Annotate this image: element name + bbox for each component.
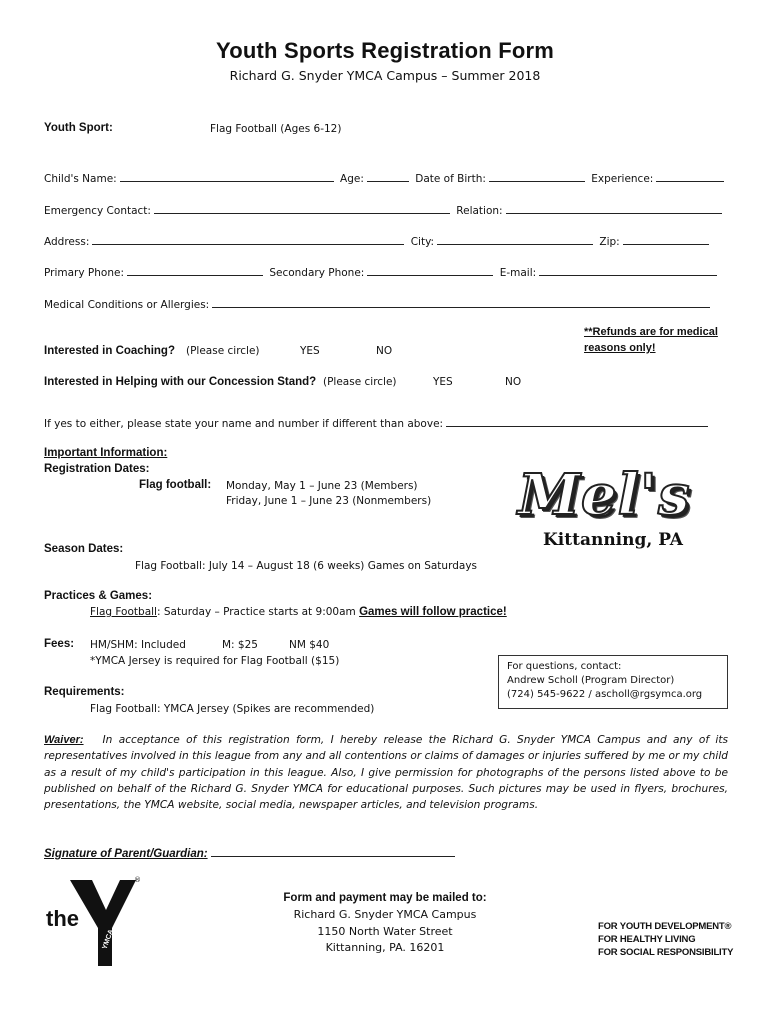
child-info-row bbox=[44, 171, 727, 185]
contact-line3: (724) 545-9622 / ascholl@rgsymca.org bbox=[507, 689, 703, 700]
emergency-label: Emergency Contact: bbox=[44, 205, 151, 217]
waiver-label: Waiver: bbox=[44, 734, 84, 746]
email-field[interactable] bbox=[539, 265, 717, 276]
registration-heading: Registration Dates: bbox=[44, 463, 150, 475]
secondary-phone-label: Secondary Phone: bbox=[269, 267, 365, 279]
waiver-paragraph bbox=[44, 732, 728, 813]
ymca-logo bbox=[40, 874, 150, 974]
email-label: E-mail: bbox=[499, 267, 537, 279]
fee-included: HM/SHM: Included bbox=[90, 639, 186, 651]
page-subtitle: Richard G. Snyder YMCA Campus – Summer 2018 bbox=[229, 68, 541, 83]
sponsor-logo bbox=[518, 462, 691, 528]
registration-nonmembers: Friday, June 1 – June 23 (Nonmembers) bbox=[226, 495, 432, 507]
primary-phone-label: Primary Phone: bbox=[44, 267, 124, 279]
fee-nonmember: NM $40 bbox=[289, 639, 330, 651]
practice-bold: Games will follow practice! bbox=[359, 606, 507, 618]
fees-label: Fees: bbox=[44, 638, 75, 650]
registration-members: Monday, May 1 – June 23 (Members) bbox=[226, 480, 418, 492]
practice-sport: Flag Football bbox=[90, 606, 157, 618]
sponsor-location: Kittanning, PA bbox=[543, 530, 683, 550]
important-info-heading: Important Information: bbox=[44, 447, 168, 459]
concession-no-option[interactable]: NO bbox=[505, 376, 522, 388]
ymca-logo-letters: YMCA bbox=[101, 928, 116, 951]
practices-heading: Practices & Games: bbox=[44, 590, 153, 602]
season-text: Flag Football: July 14 – August 18 (6 weeks) Games on Saturdays bbox=[135, 560, 477, 572]
flag-football-label: Flag football: bbox=[139, 479, 212, 491]
signature-field[interactable] bbox=[211, 846, 455, 857]
if-yes-row bbox=[44, 416, 711, 430]
if-yes-label: If yes to either, please state your name and number if different than above: bbox=[44, 418, 444, 430]
coaching-label: Interested in Coaching? bbox=[44, 345, 175, 357]
contact-line1: For questions, contact: bbox=[507, 661, 622, 672]
address-label: Address: bbox=[44, 236, 90, 248]
mailing-line2: 1150 North Water Street bbox=[317, 925, 453, 938]
requirements-heading: Requirements: bbox=[44, 686, 125, 698]
coaching-yes-option[interactable]: YES bbox=[300, 345, 320, 357]
tagline-health: FOR HEALTHY LIVING bbox=[598, 934, 696, 945]
medical-row bbox=[44, 297, 713, 311]
sport-label: Youth Sport: bbox=[44, 122, 113, 134]
medical-field[interactable] bbox=[212, 297, 710, 308]
tagline-youth: FOR YOUTH DEVELOPMENT® bbox=[598, 921, 732, 932]
concession-hint: (Please circle) bbox=[323, 376, 397, 388]
zip-field[interactable] bbox=[623, 234, 709, 245]
signature-row bbox=[44, 846, 458, 860]
coaching-no-option[interactable]: NO bbox=[376, 345, 393, 357]
dob-label: Date of Birth: bbox=[415, 173, 486, 185]
emergency-row bbox=[44, 203, 725, 217]
page-title: Youth Sports Registration Form bbox=[215, 38, 555, 63]
if-yes-field[interactable] bbox=[446, 416, 708, 427]
coaching-hint: (Please circle) bbox=[186, 345, 260, 357]
secondary-phone-field[interactable] bbox=[367, 265, 493, 276]
mailing-heading: Form and payment may be mailed to: bbox=[283, 892, 487, 904]
season-heading: Season Dates: bbox=[44, 543, 124, 555]
signature-label: Signature of Parent/Guardian: bbox=[44, 848, 208, 860]
primary-phone-field[interactable] bbox=[127, 265, 263, 276]
experience-label: Experience: bbox=[591, 173, 654, 185]
jersey-note: *YMCA Jersey is required for Flag Football ($15) bbox=[90, 655, 340, 667]
sport-value: Flag Football (Ages 6-12) bbox=[210, 123, 342, 135]
fee-member: M: $25 bbox=[222, 639, 258, 651]
contact-box bbox=[498, 655, 728, 709]
city-field[interactable] bbox=[437, 234, 593, 245]
age-label: Age: bbox=[340, 173, 364, 185]
address-row bbox=[44, 234, 712, 248]
refund-note-line2: reasons only! bbox=[584, 342, 656, 354]
relation-field[interactable] bbox=[506, 203, 722, 214]
address-field[interactable] bbox=[92, 234, 404, 245]
relation-label: Relation: bbox=[456, 205, 503, 217]
phone-row bbox=[44, 265, 720, 279]
concession-yes-option[interactable]: YES bbox=[433, 376, 453, 388]
ymca-logo-mark: ® bbox=[134, 876, 141, 884]
zip-label: Zip: bbox=[599, 236, 620, 248]
practice-text: : Saturday – Practice starts at 9:00am bbox=[156, 606, 360, 618]
requirements-text: Flag Football: YMCA Jersey (Spikes are recommended) bbox=[90, 703, 375, 715]
contact-line2: Andrew Scholl (Program Director) bbox=[507, 675, 675, 686]
practices-row bbox=[90, 606, 507, 618]
sponsor-name: Mel's bbox=[518, 462, 691, 528]
refund-note-line1: **Refunds are for medical bbox=[584, 326, 718, 338]
mailing-line1: Richard G. Snyder YMCA Campus bbox=[293, 908, 477, 921]
mailing-line3: Kittanning, PA. 16201 bbox=[325, 941, 445, 954]
city-label: City: bbox=[410, 236, 435, 248]
child-name-label: Child's Name: bbox=[44, 173, 117, 185]
ymca-logo-the: the bbox=[46, 906, 79, 931]
concession-label: Interested in Helping with our Concession Stand? bbox=[44, 376, 317, 388]
tagline-social: FOR SOCIAL RESPONSIBILITY bbox=[598, 947, 734, 958]
emergency-field[interactable] bbox=[154, 203, 450, 214]
dob-field[interactable] bbox=[489, 171, 585, 182]
child-name-field[interactable] bbox=[120, 171, 334, 182]
medical-label: Medical Conditions or Allergies: bbox=[44, 299, 210, 311]
age-field[interactable] bbox=[367, 171, 409, 182]
waiver-text: In acceptance of this registration form, I hereby release the Richard G. Snyder YMCA Campus and any of its representatives involved in this league from any and all contentions or claims of damages or injuries suffered by me or my child as a result of my child's participation in this league. Also, I give permission for photographs of the persons listed above to be published on behalf of the Richard G. Snyder YMCA for educational purposes. Such pictures may be used in flyers, brochures, presentations, the YMCA website, social media, newspaper articles, and television programs. bbox=[44, 734, 728, 812]
experience-field[interactable] bbox=[656, 171, 724, 182]
